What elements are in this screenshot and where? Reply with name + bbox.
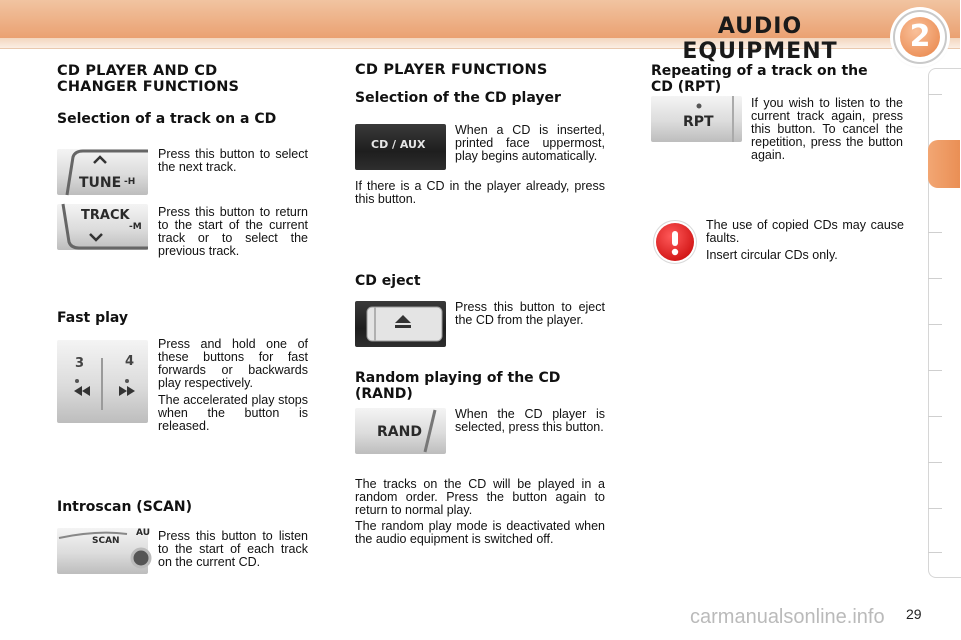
text-cd-inserted: When a CD is inserted, printed face uppermost, play begins automatically. [455, 123, 605, 163]
fast-play-buttons-image [57, 340, 148, 423]
text-fast-play-1: Press and hold one of these buttons for fast forwards or backwards play respectively. [158, 337, 308, 390]
heading-introscan: Introscan (SCAN) [57, 499, 193, 515]
tab-divider [928, 370, 942, 371]
text-rand-order: The tracks on the CD will be played in a random order. Press the button again to return to normal play. [355, 477, 605, 517]
track-side-label: -M [129, 222, 142, 232]
rand-button-image [355, 408, 446, 454]
text-next-track: Press this button to select the next track. [158, 147, 308, 174]
rpt-label: RPT [683, 114, 714, 130]
chapter-badge [893, 10, 947, 64]
tab-divider [928, 462, 942, 463]
tab-divider [928, 416, 942, 417]
heading-random-play: Random playing of the CD (RAND) [355, 370, 561, 402]
watermark: carmanualsonline.info [690, 606, 885, 628]
scan-button-image [57, 528, 148, 574]
fast-play-drawing [57, 340, 148, 423]
text-warning-circular-cds: Insert circular CDs only. [706, 248, 838, 262]
text-cd-eject: Press this button to eject the CD from the player. [455, 300, 605, 327]
track-label: TRACK [81, 208, 130, 223]
chapter-tab-active[interactable] [928, 140, 960, 188]
tab-divider [928, 508, 942, 509]
fast-forward-icon [119, 386, 135, 396]
heading-fast-play: Fast play [57, 310, 129, 326]
button-number-4: 4 [125, 354, 135, 369]
button-number-3: 3 [75, 356, 85, 371]
scan-label: SCAN [92, 536, 120, 546]
text-rand-deactivated: The random play mode is deactivated when the audio equipment is switched off. [355, 519, 605, 546]
rpt-button-image [651, 96, 742, 142]
text-previous-track: Press this button to return to the start of the current track or to select the previous track. [158, 205, 308, 258]
rewind-icon [74, 386, 90, 396]
page-title: AUDIO EQUIPMENT [682, 14, 838, 64]
eject-button-image [355, 301, 446, 347]
tune-button-image [57, 149, 148, 195]
section-title-cd-player: CD PLAYER FUNCTIONS [355, 62, 548, 78]
eject-button-drawing [355, 301, 446, 347]
tab-divider [928, 278, 942, 279]
tune-side-label: -H [124, 177, 136, 187]
section-title-cd-player-changer: CD PLAYER AND CD CHANGER FUNCTIONS [57, 63, 240, 95]
rand-label: RAND [377, 424, 422, 440]
tab-divider [928, 552, 942, 553]
warning-exclamation-icon [656, 223, 694, 261]
heading-cd-player-selection: Selection of the CD player [355, 90, 561, 106]
heading-cd-eject: CD eject [355, 273, 421, 289]
cd-aux-button-image [355, 124, 446, 170]
tab-divider [928, 324, 942, 325]
text-warning-copied-cds: The use of copied CDs may cause faults. [706, 218, 904, 245]
page-header [0, 0, 960, 64]
track-button-image [57, 204, 148, 250]
au-label: AU [136, 528, 150, 538]
text-rand-press: When the CD player is selected, press this button. [455, 407, 605, 434]
page-number: 29 [906, 606, 922, 622]
heading-repeat-track: Repeating of a track on the CD (RPT) [651, 63, 868, 95]
text-repeat-track: If you wish to listen to the current track again, press this button. To cancel the repetition, press the button again. [751, 96, 903, 162]
cd-aux-label: CD / AUX [371, 138, 426, 151]
tab-divider [928, 94, 942, 95]
text-fast-play-2: The accelerated play stops when the button is released. [158, 393, 308, 433]
text-cd-press-button: If there is a CD in the player already, press this button. [355, 179, 605, 206]
chapter-number: 2 [900, 17, 940, 57]
scan-button-drawing [57, 528, 148, 574]
tab-divider [928, 232, 942, 233]
warning-exclamation-glyph [656, 223, 694, 261]
heading-track-selection: Selection of a track on a CD [57, 111, 277, 127]
tune-label: TUNE [79, 175, 122, 191]
text-introscan: Press this button to listen to the start of each track on the current CD. [158, 529, 308, 569]
